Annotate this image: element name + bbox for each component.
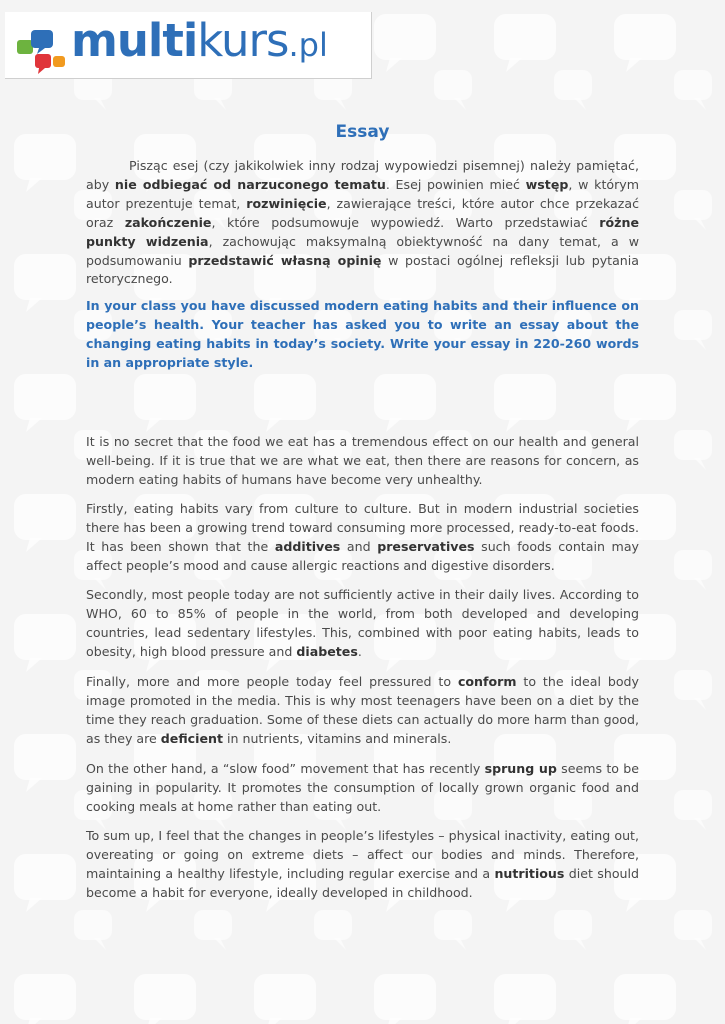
essay-paragraph-5 bbox=[86, 760, 639, 817]
task-instruction: In your class you have discussed modern eating habits and their influence on people’s health. Your teacher has asked you to write an essay about the changing eating habits in today’s society. Write your essay in 220-260 words in an appropriate style. bbox=[86, 298, 639, 370]
essay-keyword: preservatives bbox=[377, 538, 475, 554]
intro-bold-text: nie odbiegać od narzuconego tematu bbox=[114, 176, 386, 192]
essay-keyword: sprung up bbox=[484, 761, 557, 776]
logo-wordmark bbox=[71, 14, 328, 67]
intro-text: , które podsumowuje wypowiedź. Warto przedstawiać bbox=[211, 214, 600, 230]
essay-keyword: additives bbox=[274, 538, 341, 554]
essay-text: to the ideal body image promoted in the media. This is why most teenagers have been on a diet by the time they reach graduation. Some of these diets can actually do more harm than good, as they are bbox=[86, 674, 639, 746]
intro-text: , zawierające treści, które autor chce przekazać oraz bbox=[86, 195, 639, 230]
essay-keyword: nutritious bbox=[494, 865, 565, 881]
essay-paragraph-6 bbox=[86, 827, 639, 903]
intro-text: Pisząc esej (czy jakikolwiek inny rodzaj wypowiedzi pisemnej) należy pamiętać, aby bbox=[86, 158, 639, 192]
logo[interactable] bbox=[5, 12, 372, 79]
intro-bold-text: wstęp bbox=[525, 176, 569, 192]
intro-text: w postaci ogólnej refleksji lub pytania retorycznego. bbox=[86, 252, 640, 287]
intro-paragraph bbox=[86, 157, 639, 289]
essay-text: in nutrients, vitamins and minerals. bbox=[222, 730, 452, 746]
essay-text: Finally, more and more people today feel pressured to bbox=[86, 674, 458, 689]
essay-text: diet should become a habit for everyone, ideally developed in childhood. bbox=[86, 865, 640, 900]
page-title: Essay bbox=[335, 122, 390, 142]
intro-bold-text: różne punkty widzenia bbox=[86, 214, 639, 249]
essay-text: To sum up, I feel that the changes in people’s lifestyles – physical inactivity, eating out, overeating or going on extreme diets – affect our bodies and minds. Therefore, maintaining a healthy lifestyle, including regular exercise and a bbox=[86, 828, 639, 881]
logo-text-multi: multi bbox=[71, 14, 198, 67]
intro-text: , zachowując maksymalną obiektywność na dany temat, a w podsumowaniu bbox=[86, 233, 639, 268]
intro-bold-text: zakończenie bbox=[124, 214, 212, 230]
essay-text: . bbox=[357, 643, 362, 659]
essay-paragraph-4 bbox=[86, 673, 639, 749]
intro-bold-text: rozwinięcie bbox=[246, 195, 327, 211]
logo-speech-bubbles-icon bbox=[15, 22, 71, 78]
essay-text: Secondly, most people today are not sufficiently active in their daily lives. According to WHO, 60 to 85% of people in the world, from both developed and developing countries, lead sedentary lifestyles. This, combined with poor eating habits, leads to obesity, high blood pressure and bbox=[86, 587, 639, 659]
logo-text-kurs: kurs bbox=[197, 14, 289, 67]
essay-text: On the other hand, a “slow food” movement that has recently bbox=[86, 761, 485, 776]
intro-bold-text: przedstawić własną opinię bbox=[188, 252, 382, 268]
essay-paragraph-1: It is no secret that the food we eat has a tremendous effect on our health and general well-being. If it is true that we are what we eat, then there are reasons for concern, as modern eating habits of humans have become very unhealthy. bbox=[86, 434, 639, 487]
essay-keyword: conform bbox=[457, 674, 517, 689]
essay-paragraph-3 bbox=[86, 586, 639, 662]
essay-paragraph-2 bbox=[86, 500, 639, 576]
intro-text: . Esej powinien mieć bbox=[385, 176, 526, 192]
essay-keyword: deficient bbox=[160, 730, 223, 746]
essay-text: such foods contain may affect people’s mood and cause allergic reactions and digestive disorders. bbox=[86, 538, 639, 573]
essay-text: seems to be gaining in popularity. It promotes the consumption of locally grown organic food and cooking meals at home rather than eating out. bbox=[86, 761, 639, 814]
essay-text: and bbox=[340, 538, 378, 554]
essay-text: Firstly, eating habits vary from culture to culture. But in modern industrial societies there has been a growing trend toward consuming more processed, ready-to-eat foods. It has been shown that the bbox=[86, 501, 639, 554]
logo-text-pl: .pl bbox=[288, 26, 328, 64]
essay-keyword: diabetes bbox=[296, 643, 358, 659]
intro-text: , w którym autor prezentuje temat, bbox=[86, 176, 639, 211]
